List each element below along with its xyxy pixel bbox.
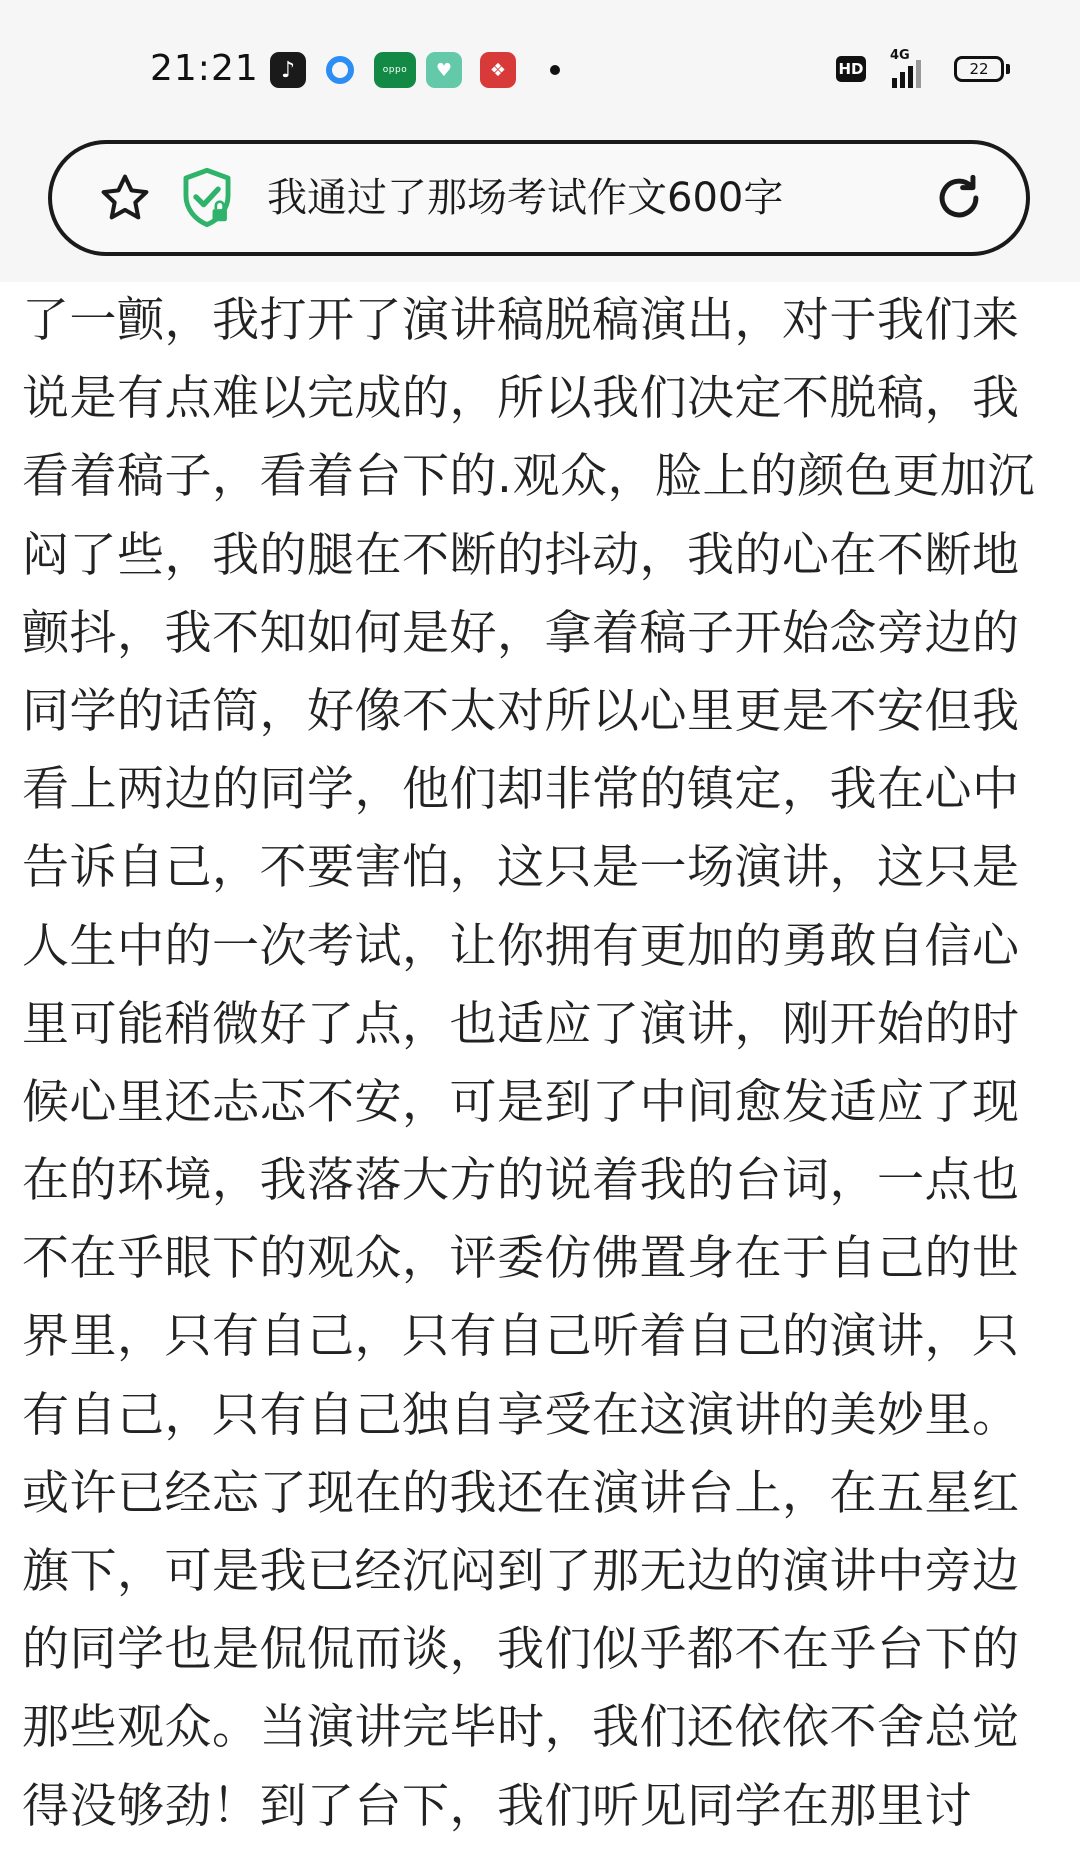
article-line: 界里，只有自己，只有自己听着自己的演讲，只 [22, 1309, 1020, 1365]
article-line: 了一颤，我打开了演讲稿脱稿演出，对于我们来 [22, 293, 1020, 348]
article-line: 说是有点难以完成的，所以我们决定不脱稿，我 [22, 371, 1020, 427]
teal-app-icon: ♥ [426, 52, 462, 88]
battery-icon [954, 56, 1004, 82]
article-line: 在的环境，我落落大方的说着我的台词，一点也 [22, 1153, 1020, 1209]
signal-icon [882, 48, 938, 92]
article-line: 不在乎眼下的观众，评委仿佛置身在于自己的世 [22, 1231, 1020, 1287]
star-icon[interactable] [98, 171, 152, 225]
article-line: 告诉自己，不要害怕，这只是一场演讲，这只是 [22, 840, 1020, 896]
article-line: 同学的话筒，好像不太对所以心里更是不安但我 [22, 683, 1020, 739]
status-time: 21:21 [150, 48, 259, 89]
article-line: 那些观众。当演讲完毕时，我们还依依不舍总觉 [22, 1700, 1020, 1756]
article-line: 候心里还忐忑不安，可是到了中间愈发适应了现 [22, 1074, 1020, 1130]
red-app-icon: ❖ [480, 52, 516, 88]
article-line: 里可能稍微好了点，也适应了演讲，刚开始的时 [22, 996, 1020, 1052]
tiktok-app-icon: ♪ [270, 52, 306, 88]
network-type: 4G [890, 48, 910, 63]
address-text[interactable]: 我通过了那场考试作文600字 [267, 175, 784, 221]
status-bar [0, 40, 1080, 100]
article-body [22, 282, 1062, 1846]
article-line: 或许已经忘了现在的我还在演讲台上，在五星红 [22, 1465, 1020, 1521]
article-line: 颤抖，我不知如何是好，拿着稿子开始念旁边的 [22, 605, 1020, 661]
address-bar[interactable] [48, 140, 1030, 256]
battery-level: 22 [969, 60, 989, 78]
blue-ring-app-icon [322, 52, 358, 88]
article-line: 旗下，可是我已经沉闷到了那无边的演讲中旁边 [22, 1544, 1020, 1599]
article-line: 的同学也是侃侃而谈，我们似乎都不在乎台下的 [22, 1622, 1020, 1678]
browser-chrome [0, 0, 1080, 282]
oppo-app-icon: oppo [374, 52, 416, 88]
article-line: 有自己，只有自己独自享受在这演讲的美妙里。 [22, 1387, 1020, 1443]
battery-tip [1006, 64, 1010, 74]
hd-voice-icon: HD [836, 56, 866, 82]
shield-check-icon[interactable] [180, 167, 234, 229]
article-line: 看上两边的同学，他们却非常的镇定，我在心中 [22, 762, 1020, 818]
article-line: 人生中的一次考试，让你拥有更加的勇敢自信心 [22, 918, 1020, 974]
article-line: 看着稿子，看着台下的.观众，脸上的颜色更加沉 [22, 449, 1035, 505]
article-line: 闷了些，我的腿在不断的抖动，我的心在不断地 [22, 527, 1020, 583]
more-notifications-dot [550, 65, 560, 75]
article-line: 得没够劲！到了台下，我们听见同学在那里讨 [22, 1778, 972, 1834]
refresh-icon[interactable] [932, 171, 986, 225]
